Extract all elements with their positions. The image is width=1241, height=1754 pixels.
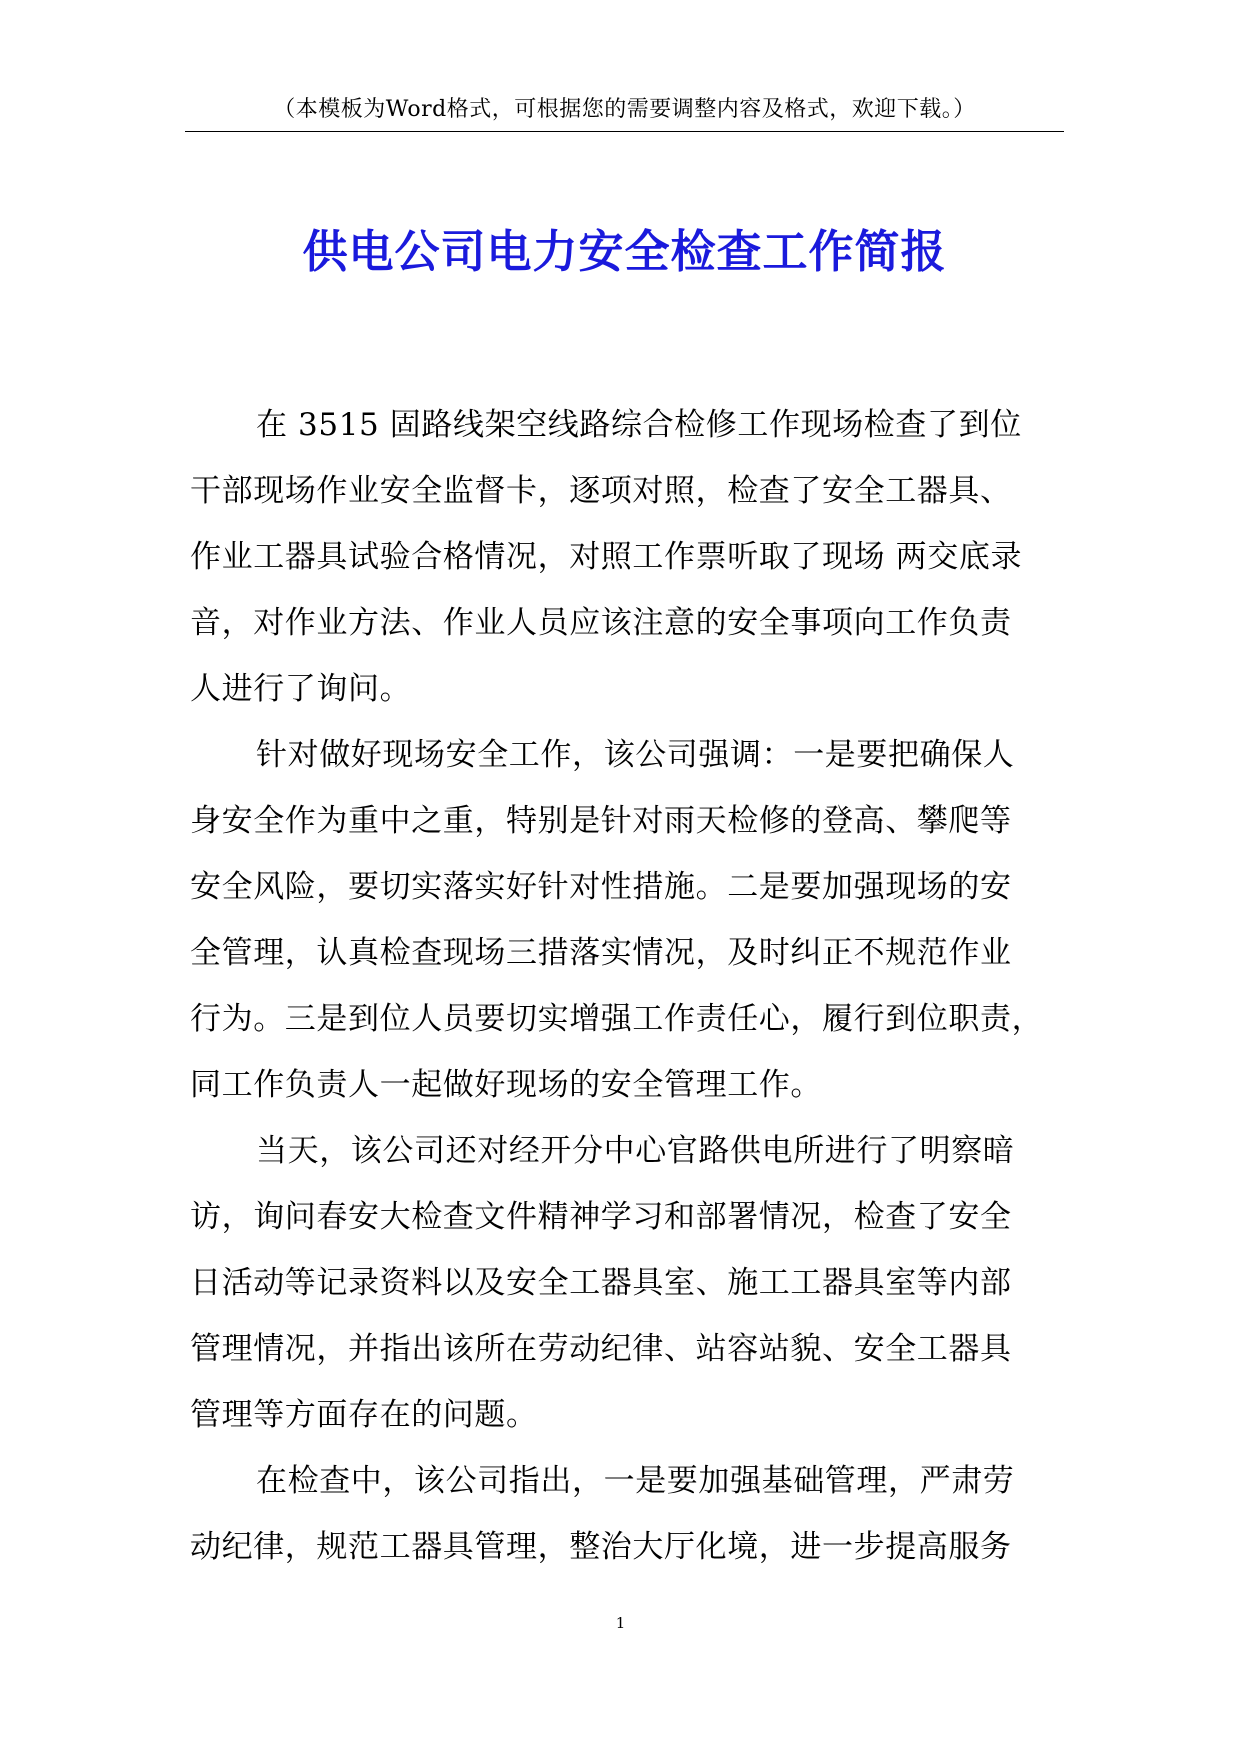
paragraph-2 bbox=[190, 722, 1062, 1118]
document-title: 供电公司电力安全检查工作简报 bbox=[302, 225, 947, 278]
text-line: 干部现场作业安全监督卡，逐项对照，检查了安全工器具、 bbox=[190, 473, 1012, 509]
text-line: 同工作负责人一起做好现场的安全管理工作。 bbox=[190, 1067, 822, 1103]
document-body bbox=[190, 392, 1062, 1580]
text-line: 在检查中，该公司指出，一是要加强基础管理，严肃劳 bbox=[256, 1463, 1015, 1499]
paragraph-1 bbox=[190, 392, 1062, 722]
paragraph-4 bbox=[190, 1448, 1062, 1580]
text-line: 访，询问春安大检查文件精神学习和部署情况，检查了安全 bbox=[190, 1199, 1012, 1235]
text-line: 全管理，认真检查现场三措落实情况，及时纠正不规范作业 bbox=[190, 935, 1012, 971]
text-line: 在 3515 固路线架空线路综合检修工作现场检查了到位 bbox=[256, 407, 1022, 443]
text-line: 行为。三是到位人员要切实增强工作责任心，履行到位职责， bbox=[190, 1001, 1044, 1037]
page-number: 1 bbox=[615, 1614, 626, 1632]
text-line: 当天，该公司还对经开分中心官路供电所进行了明察暗 bbox=[256, 1133, 1015, 1169]
text-line: 音，对作业方法、作业人员应该注意的安全事项向工作负责 bbox=[190, 605, 1012, 641]
page-header-note: （本模板为Word格式，可根据您的需要调整内容及格式，欢迎下载。） bbox=[273, 97, 976, 122]
text-line: 人进行了询问。 bbox=[190, 671, 412, 707]
text-line: 作业工器具试验合格情况，对照工作票听取了现场 两交底录 bbox=[190, 539, 1023, 575]
text-line: 身安全作为重中之重，特别是针对雨天检修的登高、攀爬等 bbox=[190, 803, 1012, 839]
text-line: 针对做好现场安全工作，该公司强调：一是要把确保人 bbox=[256, 737, 1015, 773]
text-line: 安全风险，要切实落实好针对性措施。二是要加强现场的安 bbox=[190, 869, 1012, 905]
text-line: 管理情况，并指出该所在劳动纪律、站容站貌、安全工器具 bbox=[190, 1331, 1012, 1367]
header-divider bbox=[185, 131, 1064, 132]
paragraph-3 bbox=[190, 1118, 1062, 1448]
text-line: 日活动等记录资料以及安全工器具室、施工工器具室等内部 bbox=[190, 1265, 1012, 1301]
text-line: 动纪律，规范工器具管理，整治大厅化境，进一步提高服务 bbox=[190, 1529, 1012, 1565]
text-line: 管理等方面存在的问题。 bbox=[190, 1397, 538, 1433]
